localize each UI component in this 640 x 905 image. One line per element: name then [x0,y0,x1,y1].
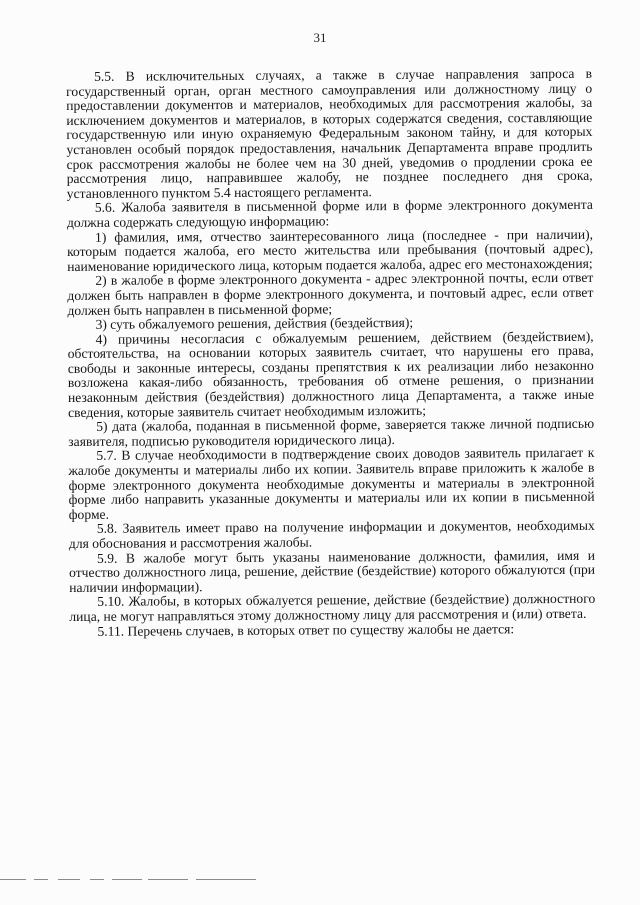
list-item-1: 1) фамилия, имя, отчество заинтересованного лица (последнее - при наличии), которым подается жалоба, его место жительства или пребывания (почтовый адрес), наименование юридического лица, которым подается жалоба, адрес его местонахождения; [67,226,594,274]
list-item-3: 3) суть обжалуемого решения, действия (бездействия); [95,314,414,332]
document-body [66,67,595,639]
list-item-2: 2) в жалобе в форме электронного документа - адрес электронной почты, если ответ должен быть направлен в форме электронного документа, и почтовый адрес, если ответ должен быть направлен в письменной форме; [67,270,594,318]
paragraph-5-10: 5.10. Жалобы, в которых обжалуется решение, действие (бездействие) должностного лица, не могут направляться этому должностному лицу для рассмотрения и (или) ответа. [69,591,596,624]
paragraph-5-11: 5.11. Перечень случаев, в которых ответ по существу жалобы не дается: [97,620,515,639]
paragraph-5-8: 5.8. Заявитель имеет право на получение информации и документов, необходимых для обоснования и рассмотрения жалобы. [68,518,595,551]
page-number: 31 [313,30,327,45]
paragraph-5-9: 5.9. В жалобе могут быть указаны наименование должности, фамилия, имя и отчество должностного лица, решение, действие (бездействие) которого обжалуются (при наличии информации). [69,547,596,595]
list-item-5: 5) дата (жалоба, поданная в письменной форме, заверяется также личной подписью заявителя, подписью руководителя юридического лица). [68,416,595,449]
paragraph-5-7: 5.7. В случае необходимости в подтверждение своих доводов заявитель прилагает к жалобе документы и материалы либо их копии. Заявитель вправе приложить к жалобе в форме электронного документа необходимые документы и материалы в электронной форме либо направить указанные документы и материалы или их копии в письменной форме. [68,445,595,522]
scan-edge-marks [0,876,640,884]
paragraph-5-6: 5.6. Жалоба заявителя в письменной форме или в форме электронного документа должна содержать следующую информацию: [66,197,593,230]
paragraph-5-5: 5.5. В исключительных случаях, а также в случае направления запроса в государственный орган, орган местного самоуправления или должностному лицу о предоставлении документов и материалов, необходимых для рассмотрения жалобы, за исключением документов и материалов, в которых содержатся сведения, составляющие государственную или иную охраняемую Федеральным законом тайну, и для которых установлен особый порядок предоставления, начальник Департамента вправе продлить срок рассмотрения жалобы не более чем на 30 дней, уведомив о продлении срока ее рассмотрения лицо, направившее жалобу, не позднее последнего дня срока, установленного пунктом 5.4 настоящего регламента. [66,65,593,201]
list-item-4: 4) причины несогласия с обжалуемым решением, действием (бездействием), обстоятельства, на основании которых заявитель считает, что нарушены его права, свободы и законные интересы, созданы препятствия к их реализации либо незаконно возложена какая-либо обязанность, требования об отмене решения, о признании незаконным действия (бездействия) должностного лица Департамента, а также иные сведения, которые заявитель считает необходимым изложить; [67,328,595,420]
